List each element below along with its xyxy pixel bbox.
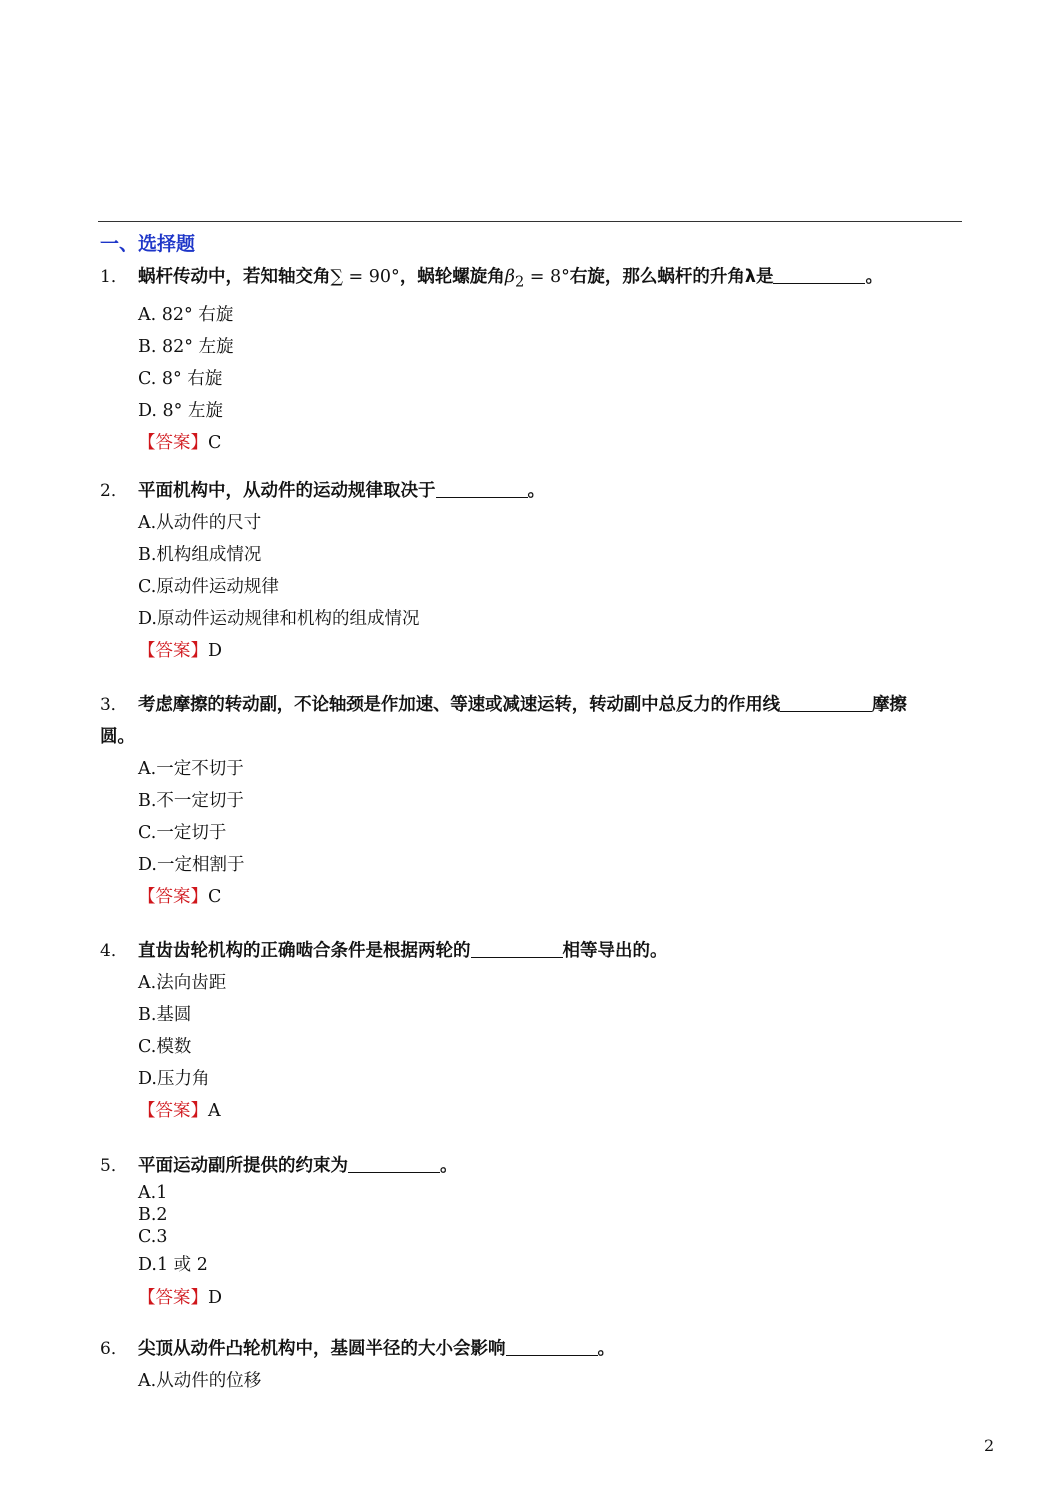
header-rule — [98, 221, 962, 222]
answer-value: D — [208, 1288, 223, 1308]
subscript: 2 — [514, 273, 525, 291]
question-2 — [100, 475, 962, 667]
stem-text: 尖顶从动件凸轮机构中，基圆半径的大小会影响 — [138, 1339, 506, 1359]
question-stem — [100, 935, 962, 967]
option: B. 82° 左旋 — [138, 336, 234, 357]
option: D.原动件运动规律和机构的组成情况 — [138, 609, 420, 629]
answer-line — [100, 427, 962, 459]
shaft-angle-formula: ∑ = 90° — [330, 267, 400, 287]
answer-blank — [348, 1152, 440, 1173]
question-5 — [100, 1150, 962, 1314]
stem-text: 考虑摩擦的转动副，不论轴颈是作加速、等速或减速运转，转动副中总反力的作用线 — [138, 695, 780, 715]
option: B.机构组成情况 — [138, 545, 262, 565]
question-number: 1． — [100, 267, 128, 287]
answer-tag: 【答案】 — [138, 432, 208, 453]
stem-end: 。 — [865, 267, 883, 287]
answer-blank — [506, 1335, 598, 1356]
option: A. 82° 右旋 — [138, 304, 234, 325]
page-number: 2 — [984, 1436, 995, 1455]
answer-line — [100, 1282, 962, 1314]
stem-end: 。 — [597, 1339, 615, 1359]
answer-tag: 【答案】 — [138, 1288, 208, 1308]
option: D.压力角 — [138, 1069, 210, 1089]
question-stem — [100, 1150, 962, 1182]
answer-blank — [773, 263, 865, 284]
option: A.1 — [138, 1183, 168, 1203]
stem-text: 摩擦 — [871, 695, 907, 715]
question-number: 4． — [100, 941, 128, 961]
beta-symbol: β — [504, 267, 515, 287]
formula-value: = 8° — [524, 267, 570, 287]
answer-blank — [436, 477, 528, 498]
question-6 — [100, 1333, 962, 1397]
option: D. 8° 左旋 — [138, 400, 223, 421]
option: A.一定不切于 — [138, 759, 244, 779]
answer-blank — [471, 937, 563, 958]
answer-value: C — [208, 887, 222, 907]
stem-text: ，蜗轮螺旋角 — [399, 267, 505, 287]
question-number: 3． — [100, 695, 128, 715]
answer-tag: 【答案】 — [138, 887, 208, 907]
option: B.2 — [138, 1205, 168, 1225]
stem-end: 。 — [527, 481, 545, 501]
answer-value: C — [208, 432, 222, 453]
question-1 — [100, 261, 962, 459]
option: A.法向齿距 — [138, 973, 227, 993]
answer-blank — [780, 691, 872, 712]
stem-text: 相等导出的。 — [562, 941, 668, 961]
option: C.3 — [138, 1227, 168, 1247]
stem-end: 。 — [440, 1156, 458, 1176]
option: C.一定切于 — [138, 823, 227, 843]
question-stem — [100, 1333, 962, 1365]
question-4 — [100, 935, 962, 1127]
stem-text: 平面运动副所提供的约束为 — [138, 1156, 348, 1176]
question-number: 5． — [100, 1156, 128, 1176]
answer-line — [100, 635, 962, 667]
answer-value: A — [208, 1101, 221, 1121]
option: A.从动件的尺寸 — [138, 513, 262, 533]
helix-angle-formula — [504, 267, 570, 291]
answer-line — [100, 881, 962, 913]
stem-text: 直齿齿轮机构的正确啮合条件是根据两轮的 — [138, 941, 471, 961]
section-title: 一、选择题 — [100, 233, 196, 255]
option: C. 8° 右旋 — [138, 368, 223, 389]
option: B.不一定切于 — [138, 791, 244, 811]
option: D.1 或 2 — [138, 1255, 208, 1275]
question-stem — [100, 689, 962, 753]
answer-value: D — [208, 641, 223, 661]
stem-text: 右旋，那么蜗杆的升角λ是 — [569, 267, 774, 287]
option: D.一定相割于 — [138, 855, 245, 875]
question-stem — [100, 475, 962, 507]
question-number: 2． — [100, 481, 128, 501]
answer-line — [100, 1095, 962, 1127]
stem-text: 平面机构中，从动件的运动规律取决于 — [138, 481, 436, 501]
option: C.原动件运动规律 — [138, 577, 279, 597]
option: B.基圆 — [138, 1005, 192, 1025]
question-number: 6． — [100, 1339, 128, 1359]
answer-tag: 【答案】 — [138, 641, 208, 661]
stem-text: 圆。 — [100, 727, 135, 747]
question-stem — [100, 261, 962, 299]
option: C.模数 — [138, 1037, 192, 1057]
answer-tag: 【答案】 — [138, 1101, 208, 1121]
option: A.从动件的位移 — [138, 1371, 262, 1391]
stem-text: 蜗杆传动中，若知轴交角 — [138, 267, 331, 287]
question-3 — [100, 689, 962, 913]
